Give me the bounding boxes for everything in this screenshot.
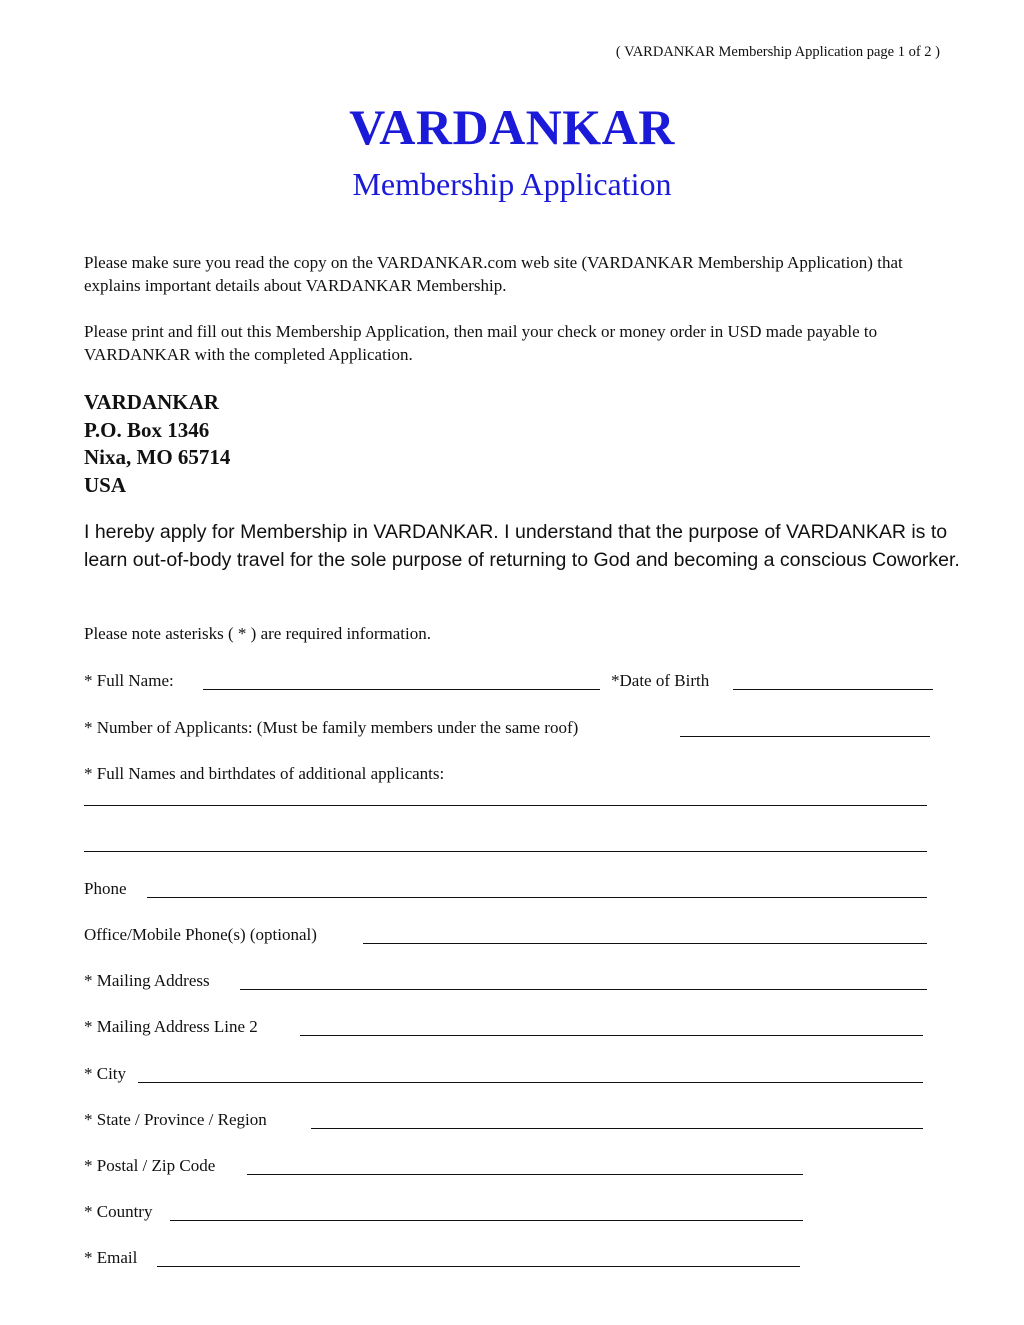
phone-label: Phone (84, 879, 127, 898)
required-note: Please note asterisks ( * ) are required information. (84, 624, 431, 643)
mailing-address-block (84, 389, 230, 499)
additional-applicants-field-2[interactable] (84, 851, 927, 852)
page-header: ( VARDANKAR Membership Application page 1 of 2 ) (615, 44, 940, 60)
document-subtitle: Membership Application (352, 166, 672, 202)
additional-applicants-label: * Full Names and birthdates of additional applicants: (84, 764, 445, 783)
number-of-applicants-label: * Number of Applicants: (Must be family members under the same roof) (84, 718, 579, 737)
country-field[interactable] (170, 1220, 803, 1221)
document-title: VARDANKAR (349, 99, 675, 155)
mailing-address-line-2-label: * Mailing Address Line 2 (84, 1017, 258, 1036)
mailing-address-line-2-field[interactable] (300, 1035, 923, 1036)
date-of-birth-label: *Date of Birth (611, 671, 710, 690)
country-label: * Country (84, 1202, 153, 1221)
additional-applicants-field-1[interactable] (84, 805, 927, 806)
state-province-region-field[interactable] (311, 1128, 923, 1129)
office-mobile-phone-field[interactable] (363, 943, 927, 944)
date-of-birth-field[interactable] (733, 689, 933, 690)
full-name-field[interactable] (203, 689, 600, 690)
address-line-country: USA (84, 472, 127, 497)
number-of-applicants-field[interactable] (680, 736, 930, 737)
mailing-address-field[interactable] (240, 989, 927, 990)
address-line-organization: VARDANKAR (84, 390, 219, 414)
full-name-label: * Full Name: (84, 671, 174, 690)
phone-field[interactable] (147, 897, 927, 898)
postal-zip-code-field[interactable] (247, 1174, 803, 1175)
email-label: * Email (84, 1248, 138, 1267)
office-mobile-phone-label: Office/Mobile Phone(s) (optional) (84, 925, 317, 944)
membership-statement: I hereby apply for Membership in VARDANKAR. I understand that the purpose of VARDANKAR is to learn out-of-body travel for the sole purpose of returning to God and becoming a conscious Coworker. (84, 521, 960, 571)
city-label: * City (84, 1064, 127, 1083)
address-line-po-box: P.O. Box 1346 (84, 417, 210, 442)
city-field[interactable] (138, 1082, 923, 1083)
mailing-address-label: * Mailing Address (84, 971, 210, 990)
postal-zip-code-label: * Postal / Zip Code (84, 1156, 216, 1175)
intro-paragraph-website: Please make sure you read the copy on the VARDANKAR.com web site (VARDANKAR Membership Application) that explains important details about VARDANKAR Membership. (84, 253, 903, 295)
address-line-city-state: Nixa, MO 65714 (84, 445, 231, 469)
intro-paragraph-mailing: Please print and fill out this Membership Application, then mail your check or money order in USD made payable to VARDANKAR with the completed Application. (84, 322, 878, 364)
email-field[interactable] (157, 1266, 800, 1267)
state-province-region-label: * State / Province / Region (84, 1110, 267, 1129)
